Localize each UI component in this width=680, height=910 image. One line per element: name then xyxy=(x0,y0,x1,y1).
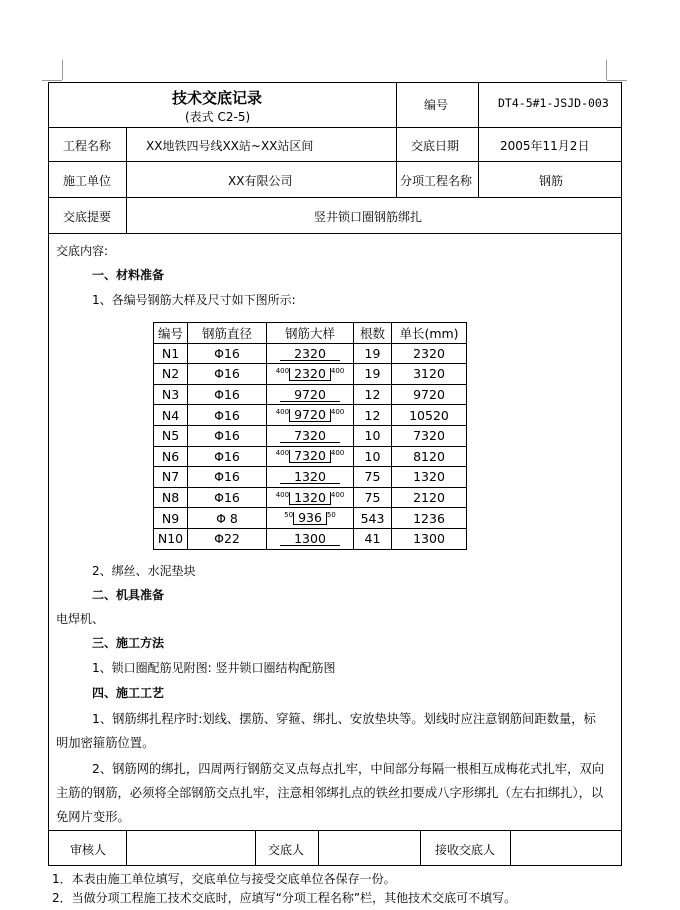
number-label: 编号 xyxy=(424,98,449,112)
table-row xyxy=(154,508,467,529)
table-row xyxy=(154,528,467,549)
table-row xyxy=(154,467,467,488)
rebar-shape xyxy=(267,384,354,405)
subproject-label: 分项工程名称 xyxy=(400,174,473,188)
rebar-unit-length: 10520 xyxy=(392,405,467,426)
col-divider xyxy=(478,82,479,128)
rebar-no: N4 xyxy=(154,405,188,426)
rebar-hook-length: 400 xyxy=(275,449,290,458)
table-row xyxy=(154,343,467,364)
rebar-no: N3 xyxy=(154,384,188,405)
rebar-diameter: Φ16 xyxy=(188,467,267,488)
table-row xyxy=(154,384,467,405)
rebar-unit-length: 8120 xyxy=(392,446,467,467)
rebar-unit-length: 3120 xyxy=(392,364,467,385)
col-divider xyxy=(420,830,421,866)
receiver-label: 接收交底人 xyxy=(435,843,496,857)
footnote-1: 1．本表由施工单位填写，交底单位与接受交底单位各保存一份。 xyxy=(52,872,396,886)
rebar-diameter: Φ16 xyxy=(188,384,267,405)
rebar-shape xyxy=(267,528,354,549)
rebar-diameter: Φ22 xyxy=(188,528,267,549)
rebar-count: 12 xyxy=(354,384,392,405)
row-divider xyxy=(48,233,622,234)
col-divider xyxy=(318,830,319,866)
rebar-count: 19 xyxy=(354,343,392,364)
col-header: 单长(mm) xyxy=(392,323,467,344)
rebar-count: 19 xyxy=(354,364,392,385)
row-divider xyxy=(48,830,622,831)
rebar-unit-length: 2120 xyxy=(392,487,467,508)
rebar-count: 10 xyxy=(354,446,392,467)
col-divider xyxy=(478,127,479,161)
summary-value: 竖井锁口圈钢筋绑扎 xyxy=(314,210,423,224)
rebar-unit-length: 1320 xyxy=(392,467,467,488)
rebar-hook-length: 400 xyxy=(330,490,345,499)
rebar-count: 75 xyxy=(354,487,392,508)
date-value: 2005年11月2日 xyxy=(500,139,590,153)
rebar-diameter: Φ16 xyxy=(188,425,267,446)
rebar-unit-length: 1236 xyxy=(392,508,467,529)
col-divider xyxy=(396,161,397,197)
crop-mark xyxy=(607,80,627,81)
col-divider xyxy=(510,830,511,866)
section-4-title: 四、施工工艺 xyxy=(92,686,165,700)
discloser-label: 交底人 xyxy=(268,843,305,857)
date-label: 交底日期 xyxy=(411,139,460,153)
rebar-unit-length: 2320 xyxy=(392,343,467,364)
col-divider xyxy=(126,127,127,233)
table-row xyxy=(154,446,467,467)
rebar-unit-length: 1300 xyxy=(392,528,467,549)
table-row xyxy=(154,364,467,385)
section-1-item-2: 2、绑丝、水泥垫块 xyxy=(92,564,196,578)
rebar-unit-length: 7320 xyxy=(392,425,467,446)
rebar-diameter: Φ16 xyxy=(188,487,267,508)
table-row xyxy=(154,487,467,508)
rebar-length: 9720 xyxy=(280,388,340,402)
rebar-length: 2320 xyxy=(280,347,340,361)
crop-mark xyxy=(42,80,62,81)
rebar-no: N6 xyxy=(154,446,188,467)
section-4-para-1-cont: 明加密箍筋位置。 xyxy=(56,736,155,750)
rebar-length: 936 xyxy=(293,512,327,525)
form-code: (表式 C2-5) xyxy=(185,110,251,124)
rebar-no: N5 xyxy=(154,425,188,446)
col-header: 钢筋直径 xyxy=(188,323,267,344)
col-header: 编号 xyxy=(154,323,188,344)
number-value: DT4-5#1-JSJD-003 xyxy=(498,96,609,110)
rebar-hook-length: 50 xyxy=(284,511,294,520)
rebar-no: N9 xyxy=(154,508,188,529)
section-3-title: 三、施工方法 xyxy=(92,636,165,650)
rebar-no: N2 xyxy=(154,364,188,385)
rebar-hook-length: 400 xyxy=(330,408,345,417)
rebar-diameter: Φ16 xyxy=(188,343,267,364)
crop-mark xyxy=(606,60,607,80)
section-4-para-2-cont: 主筋的钢筋，必须将全部钢筋交点扎牢，注意相邻绑扎点的铁丝扣要成八字形绑扎（左右扣绑扎），以 xyxy=(56,786,604,800)
rebar-count: 10 xyxy=(354,425,392,446)
rebar-diameter: Φ16 xyxy=(188,446,267,467)
rebar-hook-length: 400 xyxy=(275,408,290,417)
rebar-length: 2320 xyxy=(289,368,331,381)
rebar-diameter: Φ16 xyxy=(188,364,267,385)
rebar-count: 12 xyxy=(354,405,392,426)
col-header: 钢筋大样 xyxy=(267,323,354,344)
col-divider xyxy=(478,161,479,197)
rebar-count: 543 xyxy=(354,508,392,529)
rebar-shape xyxy=(267,425,354,446)
rebar-length: 1300 xyxy=(280,532,340,546)
rebar-hook-length: 400 xyxy=(330,366,345,375)
section-4-para-1: 1、钢筋绑扎程序时:划线、摆筋、穿箍、绑扎、安放垫块等。划线时应注意钢筋间距数量，标 xyxy=(92,712,596,726)
rebar-no: N8 xyxy=(154,487,188,508)
rebar-hook-length: 400 xyxy=(330,449,345,458)
project-value: XX地铁四号线XX站~XX站区间 xyxy=(146,139,314,153)
section-3-text: 1、锁口圈配筋见附图: 竖井锁口圈结构配筋图 xyxy=(92,661,336,675)
rebar-table-header xyxy=(154,323,467,344)
unit-value: XX有限公司 xyxy=(228,174,293,188)
unit-label: 施工单位 xyxy=(63,174,112,188)
rebar-shape xyxy=(267,405,354,426)
subproject-value: 钢筋 xyxy=(539,174,564,188)
rebar-length: 1320 xyxy=(289,492,331,505)
rebar-hook-length: 400 xyxy=(275,490,290,499)
row-divider xyxy=(48,197,622,198)
rebar-hook-length: 50 xyxy=(326,511,336,520)
rebar-shape xyxy=(267,467,354,488)
form-title: 技术交底记录 xyxy=(172,89,263,107)
summary-label: 交底提要 xyxy=(63,210,112,224)
rebar-unit-length: 9720 xyxy=(392,384,467,405)
project-label: 工程名称 xyxy=(63,139,112,153)
table-row xyxy=(154,425,467,446)
rebar-count: 41 xyxy=(354,528,392,549)
content-intro: 交底内容: xyxy=(56,244,109,258)
rebar-table xyxy=(153,322,467,550)
rebar-diameter: Φ16 xyxy=(188,405,267,426)
section-4-para-2-end: 免网片变形。 xyxy=(56,810,130,824)
rebar-length: 7320 xyxy=(289,450,331,463)
col-header: 根数 xyxy=(354,323,392,344)
table-row xyxy=(154,405,467,426)
rebar-no: N10 xyxy=(154,528,188,549)
crop-mark xyxy=(62,60,63,80)
section-1-item-1: 1、各编号钢筋大样及尺寸如下图所示: xyxy=(92,293,296,307)
section-1-title: 一、材料准备 xyxy=(92,268,165,282)
section-4-para-2: 2、钢筋网的绑扎，四周两行钢筋交叉点每点扎牢，中间部分每隔一根相互成梅花式扎牢，双向 xyxy=(92,762,604,776)
rebar-length: 7320 xyxy=(280,429,340,443)
row-divider xyxy=(48,161,622,162)
rebar-hook-length: 400 xyxy=(275,366,290,375)
col-divider xyxy=(396,82,397,161)
rebar-length: 1320 xyxy=(280,470,340,484)
rebar-no: N7 xyxy=(154,467,188,488)
col-divider xyxy=(126,830,127,866)
footnote-2: 2．当做分项工程施工技术交底时，应填写“分项工程名称”栏，其他技术交底可不填写。 xyxy=(52,891,517,905)
row-divider xyxy=(48,127,622,128)
reviewer-label: 审核人 xyxy=(70,843,107,857)
rebar-shape xyxy=(267,487,354,508)
rebar-count: 75 xyxy=(354,467,392,488)
rebar-no: N1 xyxy=(154,343,188,364)
section-2-title: 二、机具准备 xyxy=(92,588,165,602)
col-divider xyxy=(255,830,256,866)
rebar-length: 9720 xyxy=(289,409,331,422)
rebar-shape xyxy=(267,364,354,385)
rebar-shape xyxy=(267,343,354,364)
rebar-shape xyxy=(267,446,354,467)
rebar-shape xyxy=(267,508,354,529)
section-2-text: 电焊机、 xyxy=(56,612,105,626)
rebar-diameter: Φ 8 xyxy=(188,508,267,529)
